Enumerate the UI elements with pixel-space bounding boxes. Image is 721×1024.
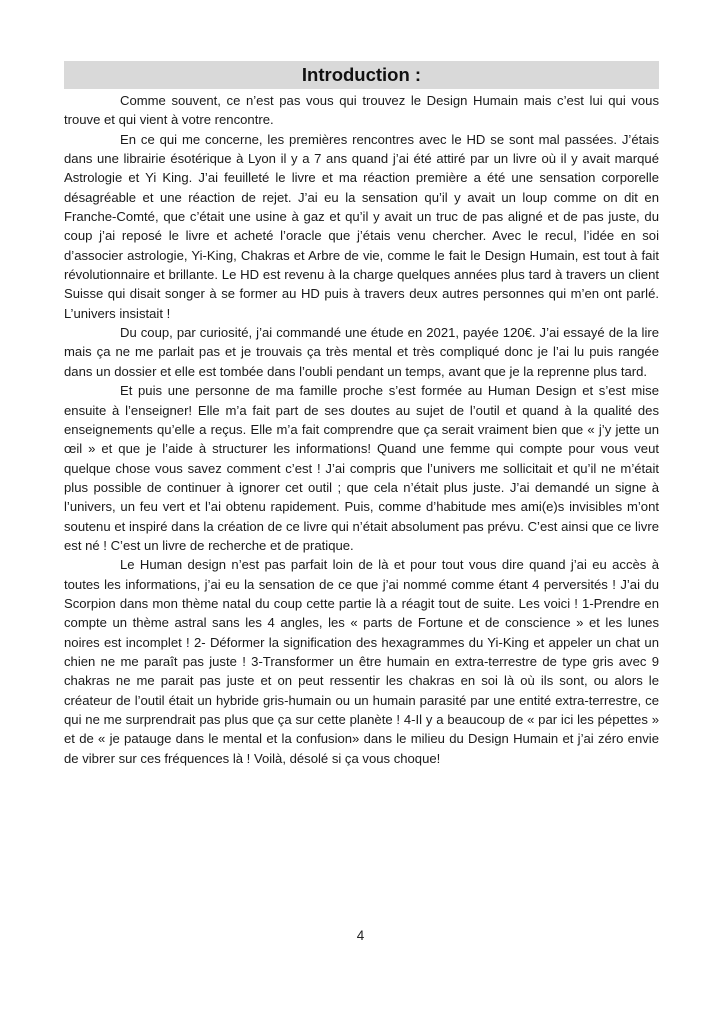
paragraph: Du coup, par curiosité, j’ai commandé une étude en 2021, payée 120€. J’ai essayé de la lire mais ça ne me parlait pas et je trouvais ça très mental et très compliqué donc je l’ai lu puis rangée dans un dossier et elle est tombée dans l’oubli pendant un temps, avant que je la reprenne plus tard. [64,325,659,379]
body-text [64,91,659,768]
paragraph: En ce qui me concerne, les premières rencontres avec le HD se sont mal passées. J’étais dans une librairie ésotérique à Lyon il y a 7 ans quand j’ai été attiré par un livre où il y avait marqué Astrologie et Yi King. J’ai feuilleté le livre et ma réaction première a été une sensation corporelle désagréable et une réaction de rejet. J’ai eu la sensation qu’il y avait un loup comme on dit en Franche-Comté, que c’était une usine à gaz et qu’il y avait un truc de pas aligné et de pas juste, du coup j’ai reposé le livre et acheté l’oracle que j’étais venu chercher. Avec le recul, l’idée en soi d’associer astrologie, Yi-King, Chakras et Arbre de vie, comme le fait le Design Humain, est tout à fait révolutionnaire et brillante. Le HD est revenu à la charge quelques années plus tard à travers un client Suisse qui disait songer à se former au HD puis à travers deux autres personnes qui m’en ont parlé. L’univers insistait ! [64,131,659,321]
page-number: 4 [356,928,365,943]
page-title: Introduction : [301,64,422,85]
paragraph: Le Human design n’est pas parfait loin de là et pour tout vous dire quand j’ai eu accès à toutes les informations, j’ai eu la sensation de ce que j’ai nommé comme étant 4 perversités ! J’ai du Scorpion dans mon thème natal du coup cette partie là a réagit tout de suite. Les voici ! 1-Prendre en compte un thème astral sans les 4 angles, les « parts de Fortune et de conscience » et les lunes noires est incomplet ! 2- Déformer la signification des hexagrammes du Yi-King et appeler un chat un chien ne me paraît pas juste ! 3-Transformer un être humain en extra-terrestre de type gris avec 9 chakras ne me parait pas juste et on peut ressentir les chakras en soi là où ils sont, ou alors le créateur de l’outil était un hybride gris-humain ou un humain parasité par une entité extra-terrestre, ce qui ne me surprendrait pas plus que ça sur cette planète ! 4-Il y a beaucoup de « par ici les pépettes » et de « je patauge dans le mental et la confusion» dans le milieu du Design Humain et j’ai zéro envie de vibrer sur ces fréquences là ! Voilà, désolé si ça vous choque! [64,557,659,766]
paragraph: Et puis une personne de ma famille proche s’est formée au Human Design et s’est mise ensuite à l’enseigner! Elle m’a fait part de ses doutes au sujet de l’outil et quand à la qualité des enseignements qu’elle a reçus. Elle m’a fait comprendre que ça serait vraiment bien que « j’y jette un œil » et que je l’aide à structurer les informations! Quand une femme qui compte pour vous veut quelque chose vous savez comment c’est ! J’ai compris que l’univers me sollicitait et qu’il ne m’était plus possible de continuer à ignorer cet outil ; que cela n’était plus juste. J’ai demandé un signe à l’univers, un feu vert et l’ai obtenu rapidement. Puis, comme d’habitude mes ami(e)s invisibles m’ont soutenu et inspiré dans la création de ce livre qui n’était absolument pas prévu. C’est ainsi que ce livre est né ! C’est un livre de recherche et de pratique. [64,383,659,553]
paragraph: Comme souvent, ce n’est pas vous qui trouvez le Design Humain mais c’est lui qui vous trouve et qui vient à votre rencontre. [64,93,659,128]
